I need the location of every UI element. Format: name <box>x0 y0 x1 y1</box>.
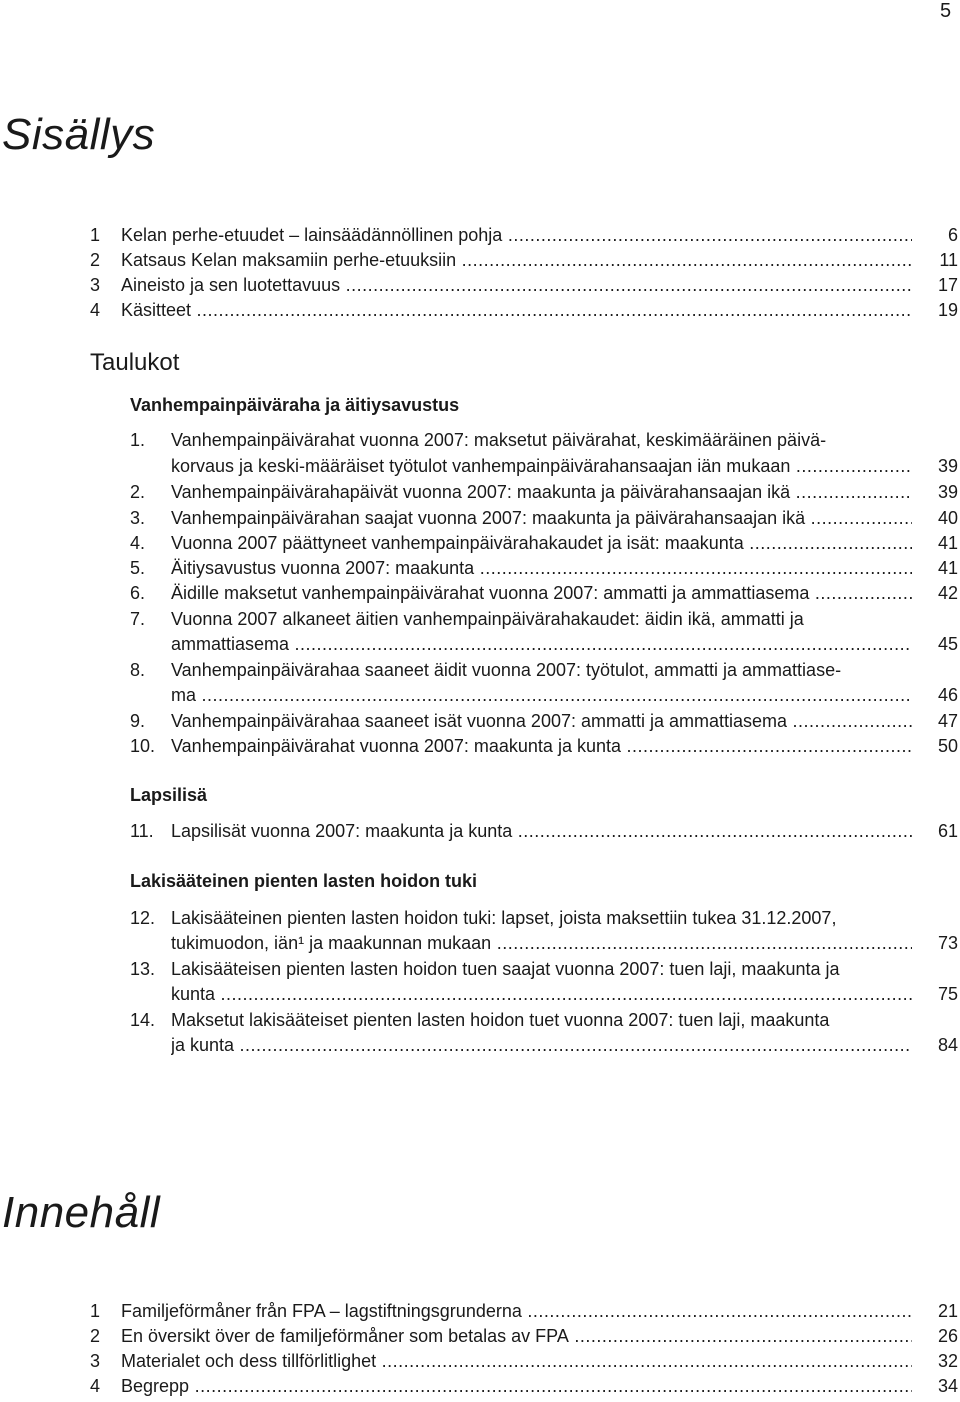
table-title: Vuonna 2007 päättyneet vanhempainpäivärahakaudet ja isät: maakunta ..... <box>171 530 912 556</box>
table-number: 10. <box>130 736 156 756</box>
toc-chapter[interactable] <box>0 247 960 273</box>
chapter-number: 4 <box>90 300 101 320</box>
toc-table-entry[interactable] <box>0 505 960 531</box>
table-title: Vanhempainpäivärahat vuonna 2007: maksetut päivärahat, keskimääräinen päivä- <box>171 430 827 450</box>
toc-table-entry-cont[interactable] <box>0 631 960 657</box>
table-page: 50 <box>937 736 958 756</box>
chapter-page: 11 <box>939 250 958 270</box>
table-page: 84 <box>937 1035 958 1055</box>
chapter-page: 17 <box>937 275 958 295</box>
chapter-page: 21 <box>937 1301 958 1321</box>
table-title: Vanhempainpäivärahaa saaneet äidit vuonna 2007: työtulot, ammatti ja ammattiase- <box>171 660 842 680</box>
chapter-title: Käsitteet ..... <box>121 297 912 323</box>
chapter-number: 1 <box>90 225 101 245</box>
chapter-page: 34 <box>937 1376 958 1396</box>
table-title: Äidille maksetut vanhempainpäivärahat vuonna 2007: ammatti ja ammattiasema ..... <box>171 580 912 606</box>
table-page: 39 <box>937 482 958 502</box>
table-page: 40 <box>937 508 958 528</box>
table-number: 6. <box>130 583 146 603</box>
table-number: 2. <box>130 482 146 502</box>
chapter-page: 32 <box>937 1351 958 1371</box>
toc-table-entry[interactable] <box>0 580 960 606</box>
chapter-title: Katsaus Kelan maksamiin perhe-etuuksiin ..... <box>121 247 912 273</box>
toc-table-entry-cont[interactable] <box>0 981 960 1007</box>
table-page: 39 <box>937 456 958 476</box>
table-number: 8. <box>130 660 146 680</box>
chapter-title: Kelan perhe-etuudet – lainsäädännöllinen pohja ..... <box>121 222 912 248</box>
toc-chapter[interactable] <box>0 1348 960 1374</box>
toc-table-entry[interactable] <box>0 905 960 931</box>
chapter-number: 2 <box>90 250 101 270</box>
chapter-page: 26 <box>937 1326 958 1346</box>
toc-table-entry[interactable] <box>0 427 960 453</box>
table-title-cont: korvaus ja keski-määräiset työtulot vanhempainpäivärahansaajan iän mukaan ..... <box>171 453 912 479</box>
chapter-title: Familjeförmåner från FPA – lagstiftningsgrunderna ..... <box>121 1298 912 1324</box>
chapter-page: 19 <box>937 300 958 320</box>
table-number: 4. <box>130 533 146 553</box>
toc-table-entry[interactable] <box>0 708 960 734</box>
table-number: 3. <box>130 508 146 528</box>
group-title: Lakisääteinen pienten lasten hoidon tuki <box>130 871 478 891</box>
table-title: Lakisääteinen pienten lasten hoidon tuki: lapset, joista maksettiin tukea 31.12.2007, <box>171 908 837 928</box>
table-page: 45 <box>937 634 958 654</box>
chapter-title: Aineisto ja sen luotettavuus ..... <box>121 272 912 298</box>
chapter-title: Materialet och dess tillförlitlighet ..... <box>121 1348 912 1374</box>
chapter-title: En översikt över de familjeförmåner som betalas av FPA ..... <box>121 1323 912 1349</box>
title-innehall: Innehåll <box>2 1188 161 1237</box>
chapter-number: 2 <box>90 1326 101 1346</box>
page-number: 5 <box>940 0 952 22</box>
table-title-cont: ma ..... <box>171 682 912 708</box>
chapter-number: 3 <box>90 275 101 295</box>
table-number: 5. <box>130 558 146 578</box>
toc-table-entry[interactable] <box>0 1007 960 1033</box>
table-title: Vanhempainpäivärahaa saaneet isät vuonna 2007: ammatti ja ammattiasema ..... <box>171 708 912 734</box>
toc-table-entry[interactable] <box>0 657 960 683</box>
toc-chapter[interactable] <box>0 1373 960 1399</box>
table-title: Vanhempainpäivärahat vuonna 2007: maakunta ja kunta ..... <box>171 733 912 759</box>
title-sisallys: Sisällys <box>2 110 156 159</box>
table-number: 7. <box>130 609 146 629</box>
table-number: 14. <box>130 1010 156 1030</box>
table-title-cont: kunta ..... <box>171 981 912 1007</box>
chapter-title: Begrepp ..... <box>121 1373 912 1399</box>
group-title: Vanhempainpäiväraha ja äitiysavustus <box>130 395 460 415</box>
table-page: 41 <box>937 533 958 553</box>
toc-chapter[interactable] <box>0 1298 960 1324</box>
toc-table-entry[interactable] <box>0 606 960 632</box>
toc-table-entry-cont[interactable] <box>0 682 960 708</box>
chapter-page: 6 <box>947 225 958 245</box>
toc-table-entry[interactable] <box>0 479 960 505</box>
table-title-cont: ammattiasema ..... <box>171 631 912 657</box>
table-number: 12. <box>130 908 156 928</box>
toc-table-entry-cont[interactable] <box>0 1032 960 1058</box>
toc-chapter[interactable] <box>0 222 960 248</box>
toc-table-entry-cont[interactable] <box>0 453 960 479</box>
toc-table-entry[interactable] <box>0 818 960 844</box>
table-title: Maksetut lakisääteiset pienten lasten hoidon tuet vuonna 2007: tuen laji, maakunta <box>171 1010 830 1030</box>
table-number: 13. <box>130 959 156 979</box>
toc-table-entry[interactable] <box>0 733 960 759</box>
table-title: Lakisääteisen pienten lasten hoidon tuen saajat vuonna 2007: tuen laji, maakunta ja <box>171 959 840 979</box>
toc-chapter[interactable] <box>0 272 960 298</box>
table-number: 11. <box>130 821 154 841</box>
table-title: Vanhempainpäivärahan saajat vuonna 2007: maakunta ja päivärahansaajan ikä ..... <box>171 505 912 531</box>
section-title-taulukot: Taulukot <box>90 349 180 376</box>
table-page: 41 <box>937 558 958 578</box>
table-title-cont: ja kunta ..... <box>171 1032 912 1058</box>
toc-chapter[interactable] <box>0 1323 960 1349</box>
chapter-number: 4 <box>90 1376 101 1396</box>
toc-table-entry[interactable] <box>0 530 960 556</box>
table-title: Äitiysavustus vuonna 2007: maakunta ..... <box>171 555 912 581</box>
toc-table-entry[interactable] <box>0 956 960 982</box>
table-number: 1. <box>130 430 146 450</box>
chapter-number: 3 <box>90 1351 101 1371</box>
toc-table-entry-cont[interactable] <box>0 930 960 956</box>
chapter-number: 1 <box>90 1301 101 1321</box>
table-page: 61 <box>937 821 958 841</box>
toc-chapter[interactable] <box>0 297 960 323</box>
group-title: Lapsilisä <box>130 785 208 805</box>
toc-table-entry[interactable] <box>0 555 960 581</box>
table-page: 42 <box>937 583 958 603</box>
table-title-cont: tukimuodon, iän¹ ja maakunnan mukaan ..... <box>171 930 912 956</box>
table-page: 75 <box>937 984 958 1004</box>
table-title: Vuonna 2007 alkaneet äitien vanhempainpäivärahakaudet: äidin ikä, ammatti ja <box>171 609 804 629</box>
table-title: Lapsilisät vuonna 2007: maakunta ja kunta ..... <box>171 818 912 844</box>
table-page: 46 <box>937 685 958 705</box>
table-title: Vanhempainpäivärahapäivät vuonna 2007: maakunta ja päivärahansaajan ikä ..... <box>171 479 912 505</box>
table-number: 9. <box>130 711 146 731</box>
table-page: 73 <box>937 933 958 953</box>
table-page: 47 <box>937 711 958 731</box>
